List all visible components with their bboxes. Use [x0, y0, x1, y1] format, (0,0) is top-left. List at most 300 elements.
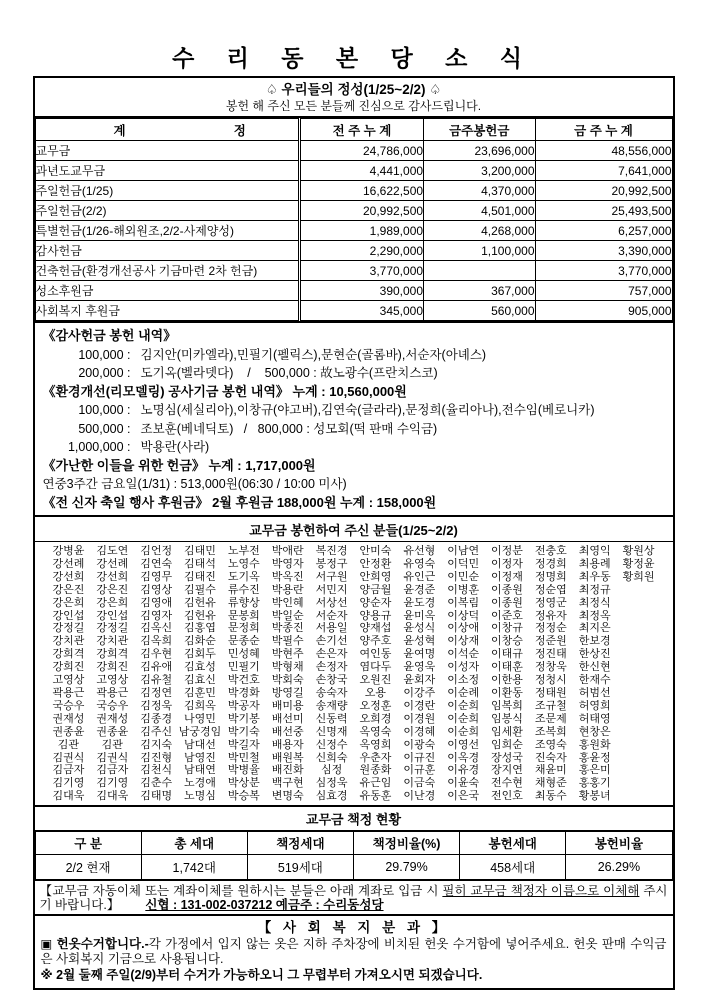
assessed-households-value: 519세대: [247, 855, 353, 880]
donor-name: [617, 726, 661, 739]
donor-name: 이종원: [491, 583, 523, 596]
donor-name: 김도연: [96, 545, 129, 557]
donor-name: 양재섭: [359, 622, 392, 635]
this-week-offering-value: 4,501,000: [424, 201, 535, 221]
donor-name: 송숙자: [315, 686, 348, 699]
donor-name: 조문제: [534, 712, 567, 725]
donor-name: 윤회자: [403, 674, 436, 687]
donor-name: 국승우: [96, 699, 129, 712]
donor-name: 윤도경: [403, 596, 436, 609]
donor-name: 김춘수: [140, 777, 173, 790]
donor-name: 강선희: [96, 570, 129, 583]
donor-name: 정경희: [534, 557, 567, 570]
account-name: 사회복지 후원금: [35, 301, 299, 321]
donor-name: 김태진: [184, 570, 216, 583]
donor-name: 윤미옥: [403, 609, 436, 622]
donor-name: 변명숙: [271, 790, 304, 803]
donor-name: 남대선: [184, 738, 216, 751]
poor-fund-title-text: 《가난한 이들을 위한 헌금》: [42, 457, 205, 473]
offering-details-box: [33, 321, 675, 517]
donor-name: 박상분: [227, 777, 260, 790]
page-title: 수 리 동 본 당 소 식: [172, 45, 535, 71]
donor-name: 이난경: [403, 790, 436, 803]
donor-name: 신명재: [315, 725, 348, 738]
donor-name: 민성혜: [227, 648, 260, 661]
donor-name: 도기옥: [227, 570, 260, 583]
donor-name: 김지숙: [140, 738, 173, 751]
poor-fund-total: 누계 : 1,717,000원: [204, 457, 316, 473]
donor-name: 오희경: [359, 712, 392, 725]
donor-name: 전인호: [491, 790, 523, 803]
donor-name: 박길자: [227, 738, 260, 751]
donor-name: 최정규: [578, 583, 611, 596]
donor-name: 이유경: [447, 764, 480, 777]
col-category: 구 분: [35, 832, 141, 855]
account-name: 교무금: [35, 141, 299, 161]
amount: 500,000 :: [78, 421, 131, 436]
donor-name: 임희순: [491, 738, 523, 751]
collection-start-notice: ※ 2월 둘째 주일(2/9)부터 수거가 가능하오니 그 무렵부터 가져오시면 되겠습니다.: [40, 968, 483, 983]
donor-name: 배선중: [271, 725, 304, 738]
donor-name: 문정희: [227, 622, 260, 635]
offered-ratio-value: 26.29%: [566, 855, 672, 880]
donor-name: 김태민: [184, 545, 216, 557]
donor-name: 원종화: [359, 764, 392, 777]
prev-week-total-value: 4,441,000: [299, 161, 423, 181]
donor-name: 이경원: [403, 712, 436, 725]
donor-name: 박건호: [227, 674, 260, 687]
donor-name: 최지은: [578, 622, 611, 635]
transfer-note-text1: 【교무금 자동이체 또는 계좌이체를 원하시는 분들은 아래 계좌로 입금 시: [39, 884, 443, 899]
donor-name: 이영선: [447, 738, 480, 751]
donor-list: 조보훈(베네딕토) / 800,000 : 성모회(떡 판매 수익금): [140, 421, 438, 436]
donor-name: 김권식: [52, 751, 85, 764]
donor-name: 최용례: [578, 557, 611, 570]
donor-name: 김화순: [184, 635, 216, 648]
thanks-offering-lines: [43, 346, 665, 383]
donor-list: 노명심(세실리아),이창규(야고버),김연숙(글라라),문정희(율리아나),전수임(베로니카): [140, 403, 595, 417]
donor-name: 이민순: [447, 570, 480, 583]
donor-name: 강선희: [52, 570, 85, 583]
donor-name: 최영익: [578, 545, 611, 557]
donor-name: 유선형: [403, 545, 436, 557]
donor-name: 김헌유: [184, 596, 216, 609]
donor-name: 최동수: [534, 790, 567, 803]
donor-name: 송재량: [315, 699, 348, 712]
donor-name: 손은자: [315, 648, 348, 661]
donor-name: 이태규: [491, 648, 523, 661]
this-week-total-value: 25,493,500: [535, 201, 672, 221]
donor-name: 이순희: [447, 699, 480, 712]
donor-name: 유영숙: [403, 557, 436, 570]
donor-name: 양금월: [359, 583, 392, 596]
donor-name: 이순희: [447, 725, 480, 738]
amount: 100,000 :: [78, 347, 131, 362]
assessment-box: [33, 805, 675, 916]
donor-name: [617, 610, 661, 623]
prev-week-total-value: 16,622,500: [299, 181, 423, 201]
donor-name: 강병윤: [52, 545, 85, 557]
donor-name: 박승복: [227, 790, 260, 803]
donor-name: 김천식: [140, 764, 173, 777]
offering-header-title: ♤ 우리들의 정성(1/25~2/2) ♤: [265, 82, 442, 97]
donor-name: 안미숙: [359, 545, 392, 557]
donor-name: 이성자: [447, 661, 480, 674]
donor-name: 김우현: [140, 648, 173, 661]
donor-name: 복진경: [315, 545, 348, 557]
this-week-total-value: 3,770,000: [535, 261, 672, 281]
donor-name: 박경화: [227, 686, 260, 699]
donor-name: 박병율: [227, 764, 260, 777]
donor-name: [617, 752, 661, 765]
transfer-note: [35, 880, 673, 914]
donor-name: 권재성: [96, 712, 129, 725]
detail-line: [43, 346, 665, 365]
prev-week-total-value: 2,290,000: [299, 241, 423, 261]
donor-name: 장성국: [491, 751, 523, 764]
donor-name: 박애란: [271, 545, 304, 557]
donor-name: 권종윤: [52, 725, 85, 738]
amount: 100,000 :: [78, 403, 131, 417]
donor-name: 황봉녀: [578, 790, 611, 803]
offering-table-body: [35, 141, 672, 321]
donor-name: 김기영: [96, 777, 129, 790]
offering-header: [35, 78, 673, 118]
donor-name: 김정연: [140, 686, 173, 699]
offering-row: [35, 201, 672, 221]
this-week-total-value: 7,641,000: [535, 161, 672, 181]
donor-name: [617, 739, 661, 752]
donor-name: 정유자: [534, 609, 567, 622]
donor-name: 조복희: [534, 725, 567, 738]
donor-name: 이한용: [491, 674, 523, 687]
thanks-offering-title: 《감사헌금 봉헌 내역》: [42, 328, 177, 343]
account-name: 건축헌금(환경개선공사 기금마련 2차 헌금): [35, 261, 299, 281]
donor-name: 강선례: [52, 557, 85, 570]
prev-week-total-value: 390,000: [299, 281, 423, 301]
offering-header-subtitle: 봉헌 해 주신 모든 분들께 진심으로 감사드립니다.: [225, 99, 482, 113]
donor-name: 홍원화: [578, 738, 611, 751]
col-account-b: 정: [233, 123, 246, 138]
donor-name: 이윤숙: [447, 777, 480, 790]
this-week-offering-value: [424, 261, 535, 281]
donor-name: [617, 713, 661, 726]
donor-name: 이창승: [491, 635, 523, 648]
col-this-week-total: 금 주 누 계: [535, 119, 672, 141]
assessed-ratio-value: 29.79%: [353, 855, 459, 880]
donor-name: 심효경: [315, 790, 348, 803]
donor-name: 강치관: [52, 635, 85, 648]
donor-name: 오정훈: [359, 699, 392, 712]
donor-name: 홍홍기: [578, 777, 611, 790]
donor-name: 김옥희: [140, 635, 173, 648]
donor-name: 나영민: [184, 712, 216, 725]
donor-name: 김관: [57, 738, 80, 751]
this-week-total-value: 905,000: [535, 301, 672, 321]
donor-name: 이석순: [447, 648, 480, 661]
prev-week-total-value: 20,992,500: [299, 201, 423, 221]
donor-name: 김대욱: [96, 790, 129, 803]
col-prev-week-total: 전 주 누 계: [299, 119, 423, 141]
donor-name: [617, 597, 661, 610]
donor-name: 우춘자: [359, 751, 392, 764]
donor-name: 강희격: [52, 648, 85, 661]
donor-name: 김진형: [140, 751, 173, 764]
this-week-offering-value: 4,370,000: [424, 181, 535, 201]
donor-name: 강희진: [96, 661, 129, 674]
col-assessed-households: 책정세대: [247, 832, 353, 855]
amount: 1,000,000 :: [67, 440, 131, 454]
this-week-total-value: 3,390,000: [535, 241, 672, 261]
feast-fund-total: 2월 후원금 188,000원 누계 : 158,000원: [208, 494, 437, 510]
donor-name: 정명희: [534, 570, 567, 583]
renovation-fund-total: 누계 : 10,560,000원: [288, 383, 407, 399]
donor-name: 이규진: [403, 751, 436, 764]
donor-name: 박일순: [271, 609, 304, 622]
clothes-collection-lead: ▣ 헌옷수거합니다.-: [40, 937, 149, 952]
donor-name: 이남연: [447, 545, 480, 557]
donor-name: 현창은: [578, 725, 611, 738]
donor-name: 배선미: [271, 712, 304, 725]
donor-name: 김필수: [184, 583, 216, 596]
donor-name: 심정욱: [315, 777, 348, 790]
donor-name: 김헌유: [184, 609, 216, 622]
donor-name: 김기영: [52, 777, 85, 790]
assessment-data-row: [35, 855, 672, 880]
donor-name: 이태훈: [491, 661, 523, 674]
donor-name: 김영자: [140, 609, 173, 622]
poor-fund-note: 연중3주간 금요일(1/31) : 513,000원(06:30 / 10:00 미사): [42, 477, 347, 491]
donor-name: 신희숙: [315, 751, 348, 764]
clothes-collection-body: 각 가정에서 입지 않는 옷은 지하 주차장에 비치된 헌옷 수거함에 넣어주세요. 헌옷 판매 수익금은 사회복지 기금으로 사용됩니다.: [40, 937, 667, 967]
detail-line: [43, 364, 665, 383]
bulletin-content: [33, 76, 675, 990]
offering-row: [35, 281, 672, 301]
donor-name: 고영상: [52, 674, 85, 687]
donor-name: 박종진: [271, 622, 304, 635]
donor-name: [617, 777, 661, 790]
donor-name: 정청시: [534, 674, 567, 687]
donor-name: 서용일: [315, 622, 348, 635]
donor-name: 심정: [320, 764, 343, 777]
donor-name: 김권식: [96, 751, 129, 764]
donor-name: 이정자: [491, 557, 523, 570]
offered-households-value: 458세대: [460, 855, 566, 880]
donor-name: [617, 622, 661, 635]
donor-name: 홍은미: [578, 764, 611, 777]
donor-name: 곽용근: [52, 686, 85, 699]
donor-name: [617, 674, 661, 687]
donor-name: 배미용: [271, 699, 304, 712]
donor-name: 민필기: [227, 661, 260, 674]
donor-names-title: 교무금 봉헌하여 주신 분들(1/25~2/2): [35, 517, 673, 542]
donor-name: 이금숙: [403, 777, 436, 790]
donor-name: 이상덕: [447, 609, 480, 622]
offering-row: [35, 221, 672, 241]
donor-name: 여인동: [359, 648, 392, 661]
donor-list: 김지안(미카엘라),민필기(펠릭스),문현순(골롬바),서순자(아녜스): [140, 347, 487, 362]
donor-name: 문봉희: [227, 609, 260, 622]
donor-name: 손창국: [315, 674, 348, 687]
donor-name: 정정순: [534, 622, 567, 635]
col-this-week-offering: 금주봉헌금: [424, 119, 535, 141]
donor-name: 정영군: [534, 596, 567, 609]
renovation-fund-title: [43, 383, 665, 402]
donor-name: 김주신: [140, 725, 173, 738]
donor-name: 이덕민: [447, 557, 480, 570]
donor-name: 강은진: [52, 583, 85, 596]
poor-fund-title: [43, 457, 665, 476]
donor-name: [617, 635, 661, 648]
assessment-title: 교무금 책정 현황: [35, 807, 673, 831]
donor-name: 이규훈: [403, 764, 436, 777]
offering-row: [35, 301, 672, 321]
donor-name: 김회두: [184, 648, 216, 661]
offering-table-header-row: [35, 119, 672, 141]
donor-name: 방영길: [271, 686, 304, 699]
donor-name: 문종순: [227, 635, 260, 648]
donor-name: 옥영숙: [359, 725, 392, 738]
donor-name: 김홍엽: [184, 622, 216, 635]
donor-name: 한재수: [578, 674, 611, 687]
prev-week-total-value: 345,000: [299, 301, 423, 321]
offering-row: [35, 161, 672, 181]
donor-name: 강치관: [96, 635, 129, 648]
donor-name: 허태영: [578, 712, 611, 725]
donor-name: 박옥진: [271, 570, 304, 583]
offering-summary-box: [33, 76, 675, 323]
donor-name: 강인섭: [96, 609, 129, 622]
donor-name: 곽용근: [96, 686, 129, 699]
donor-name: 김언정: [140, 545, 173, 557]
donor-name: 진숙자: [534, 751, 567, 764]
donor-name: 남태연: [184, 764, 216, 777]
donor-name: 김효신: [184, 674, 216, 687]
donor-name: 이광숙: [403, 738, 436, 751]
donor-name: 유동훈: [359, 790, 392, 803]
donor-name: 김유철: [140, 674, 173, 687]
donor-name: 박기봉: [227, 712, 260, 725]
this-week-total-value: 6,257,000: [535, 221, 672, 241]
donor-name: 조규철: [534, 699, 567, 712]
donor-name: 정준원: [534, 635, 567, 648]
donor-name: 한신현: [578, 661, 611, 674]
donor-name: 배용자: [271, 738, 304, 751]
donor-name: 이복림: [447, 596, 480, 609]
account-name: 특별헌금(1/26-해외원조,2/2-사제양성): [35, 221, 299, 241]
donor-name: [617, 764, 661, 777]
donor-name: 채윤미: [534, 764, 567, 777]
this-week-offering-value: 1,100,000: [424, 241, 535, 261]
donor-name: 강선례: [96, 557, 129, 570]
donor-name: 이준호: [491, 609, 523, 622]
col-total-households: 총 세대: [141, 832, 247, 855]
donor-names-grid: [35, 542, 673, 805]
donor-name: 허영희: [578, 699, 611, 712]
donor-name: 윤성혁: [403, 635, 436, 648]
donor-name: 채형준: [534, 777, 567, 790]
donor-name: 김연숙: [140, 557, 173, 570]
account-name: 성소후원금: [35, 281, 299, 301]
donor-name: 강정길: [52, 622, 85, 635]
donor-name: [617, 790, 661, 803]
donor-name: 박현주: [271, 648, 304, 661]
donor-name: 김태석: [184, 557, 216, 570]
donor-name: 손기선: [315, 635, 348, 648]
donor-name: 양순자: [359, 596, 392, 609]
transfer-note-underlined: 필히 교무금 책정자 이름으로 이체해: [442, 884, 640, 899]
donor-name: 이은국: [447, 790, 480, 803]
donor-name: 김금자: [52, 764, 85, 777]
donor-name: 신정수: [315, 738, 348, 751]
donor-name: 김옥신: [140, 622, 173, 635]
donor-name: 박민철: [227, 751, 260, 764]
prev-week-total-value: 1,989,000: [299, 221, 423, 241]
donor-name: 박용란: [271, 583, 304, 596]
donor-name: 서상선: [315, 596, 348, 609]
detail-line: [43, 438, 665, 457]
donor-name: 이환동: [491, 686, 523, 699]
assessment-header-row: [35, 832, 672, 855]
donor-name: 안희영: [359, 570, 392, 583]
renovation-fund-title-text: 《환경개선(리모델링) 공사기금 봉헌 내역》: [42, 383, 289, 399]
donor-name: 노부전: [227, 545, 260, 557]
clothes-collection-paragraph: [41, 937, 667, 967]
donor-name: 국승우: [52, 699, 85, 712]
donor-name: 윤경준: [403, 583, 436, 596]
amount: 200,000 :: [78, 366, 131, 380]
donor-name: 이정재: [491, 570, 523, 583]
donor-name: 정태원: [534, 686, 567, 699]
donor-name: 김태명: [140, 790, 173, 803]
donor-name: 옥영희: [359, 738, 392, 751]
donor-name: 김영무: [140, 570, 173, 583]
donor-name: 김영애: [140, 596, 173, 609]
donor-name: [617, 648, 661, 661]
donor-name: 유근임: [359, 777, 392, 790]
donor-name: 백구현: [271, 777, 304, 790]
account-name: 과년도교무금: [35, 161, 299, 181]
transfer-note-text2: 주시기 바랍니다.】: [39, 884, 668, 913]
donor-name: 김종경: [140, 712, 173, 725]
this-week-offering-value: 23,696,000: [424, 141, 535, 161]
donor-name: 봉정구: [315, 557, 348, 570]
donor-name: 노영수: [227, 557, 260, 570]
donor-name: [617, 584, 661, 597]
prev-week-total-value: 3,770,000: [299, 261, 423, 281]
donor-name: 김훈민: [184, 686, 216, 699]
donor-name: 전충호: [534, 545, 567, 557]
social-welfare-box: [33, 914, 675, 990]
donor-name: 이순례: [447, 686, 480, 699]
donor-name: [617, 661, 661, 674]
renovation-fund-lines: [43, 401, 665, 457]
donor-name: 강인섭: [52, 609, 85, 622]
assessment-table: [35, 831, 673, 880]
offering-table: [35, 118, 673, 321]
donor-name: 장지연: [491, 764, 523, 777]
donor-name: 배진화: [271, 764, 304, 777]
this-week-offering-value: 4,268,000: [424, 221, 535, 241]
donor-name: 강은진: [96, 583, 129, 596]
donor-name: 조영숙: [534, 738, 567, 751]
this-week-total-value: 20,992,500: [535, 181, 672, 201]
donor-name: [617, 687, 661, 700]
donor-list: 박용란(사라): [140, 440, 210, 454]
donor-name: 정순엽: [534, 583, 567, 596]
donor-name: 윤여명: [403, 648, 436, 661]
donor-name: 정창욱: [534, 661, 567, 674]
